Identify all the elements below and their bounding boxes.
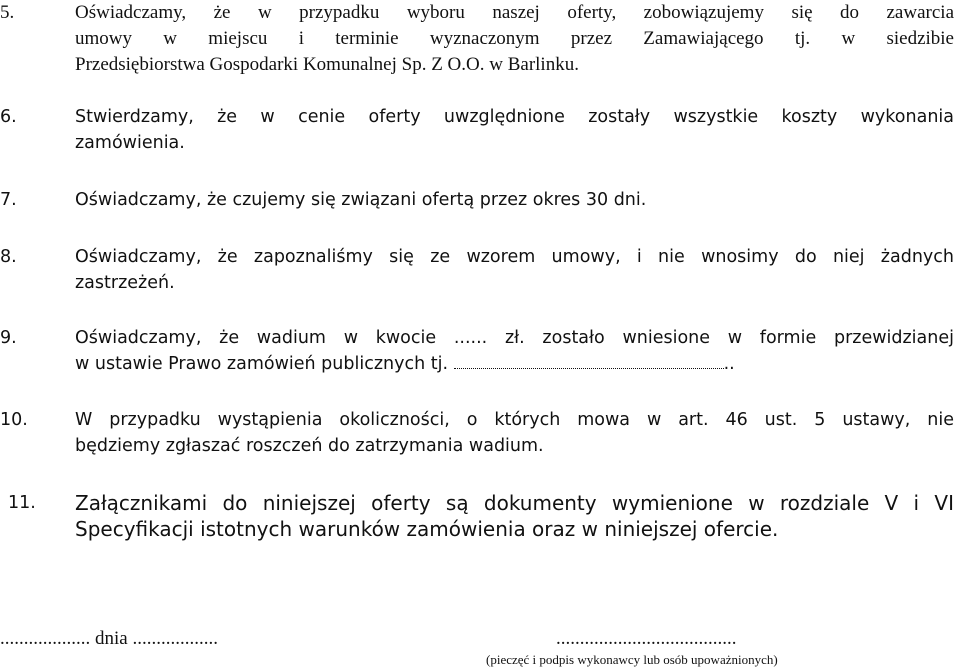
clause-text: [75, 490, 954, 542]
clause-number: 5.: [0, 2, 15, 23]
clause-text: [75, 104, 954, 156]
clause-line-with-fill: [75, 351, 954, 377]
clause-number: 9.: [0, 328, 17, 348]
clause-line: Oświadczamy, że czujemy się związani ofertą przez okres 30 dni.: [75, 190, 647, 210]
clause-line: Stwierdzamy, że w cenie oferty uwzględnione zostały wszystkie koszty wykonania: [75, 107, 954, 127]
clause-number: 8.: [0, 247, 17, 267]
clause-line: zastrzeżeń.: [75, 273, 175, 293]
clause-text: [75, 325, 954, 377]
clause-number: 7.: [0, 190, 17, 210]
clause-number: 11.: [8, 493, 36, 513]
clause-line: w ustawie Prawo zamówień publicznych tj.: [75, 354, 449, 374]
clause-line: zamówienia.: [75, 133, 185, 153]
dotted-fill-line: [454, 354, 724, 369]
clause-number: 6.: [0, 107, 17, 127]
clause-line: umowy w miejscu i terminie wyznaczonym przez Zamawiającego tj. w siedzibie: [75, 28, 954, 49]
place-date-line: ................... dnia ..................: [0, 628, 218, 649]
clause-line-end: ..: [723, 354, 735, 374]
signature-line: ......................................: [556, 628, 737, 649]
clause-text: [75, 407, 954, 459]
clause-line: będziemy zgłaszać roszczeń do zatrzymania wadium.: [75, 436, 544, 456]
clause-line: Oświadczamy, że zapoznaliśmy się ze wzorem umowy, i nie wnosimy do niej żadnych: [75, 247, 954, 267]
signature-caption: (pieczęć i podpis wykonawcy lub osób upoważnionych): [486, 652, 778, 667]
clause-line: Oświadczamy, że w przypadku wyboru naszej oferty, zobowiązujemy się do zawarcia: [75, 2, 954, 23]
clause-number: 10.: [0, 410, 28, 430]
clause-text: [75, 244, 954, 296]
clause-text: [75, 0, 954, 78]
clause-line: Oświadczamy, że wadium w kwocie ...... zł. zostało wniesione w formie przewidzianej: [75, 328, 954, 348]
clause-line: W przypadku wystąpienia okoliczności, o których mowa w art. 46 ust. 5 ustawy, nie: [75, 410, 954, 430]
clause-text: [75, 187, 954, 213]
clause-line: Przedsiębiorstwa Gospodarki Komunalnej Sp. Z O.O. w Barlinku.: [75, 54, 579, 75]
clause-line: Załącznikami do niniejszej oferty są dokumenty wymienione w rozdziale V i VI: [75, 491, 954, 515]
signature-footer: [0, 628, 959, 670]
clause-line: Specyfikacji istotnych warunków zamówienia oraz w niniejszej ofercie.: [75, 517, 779, 541]
